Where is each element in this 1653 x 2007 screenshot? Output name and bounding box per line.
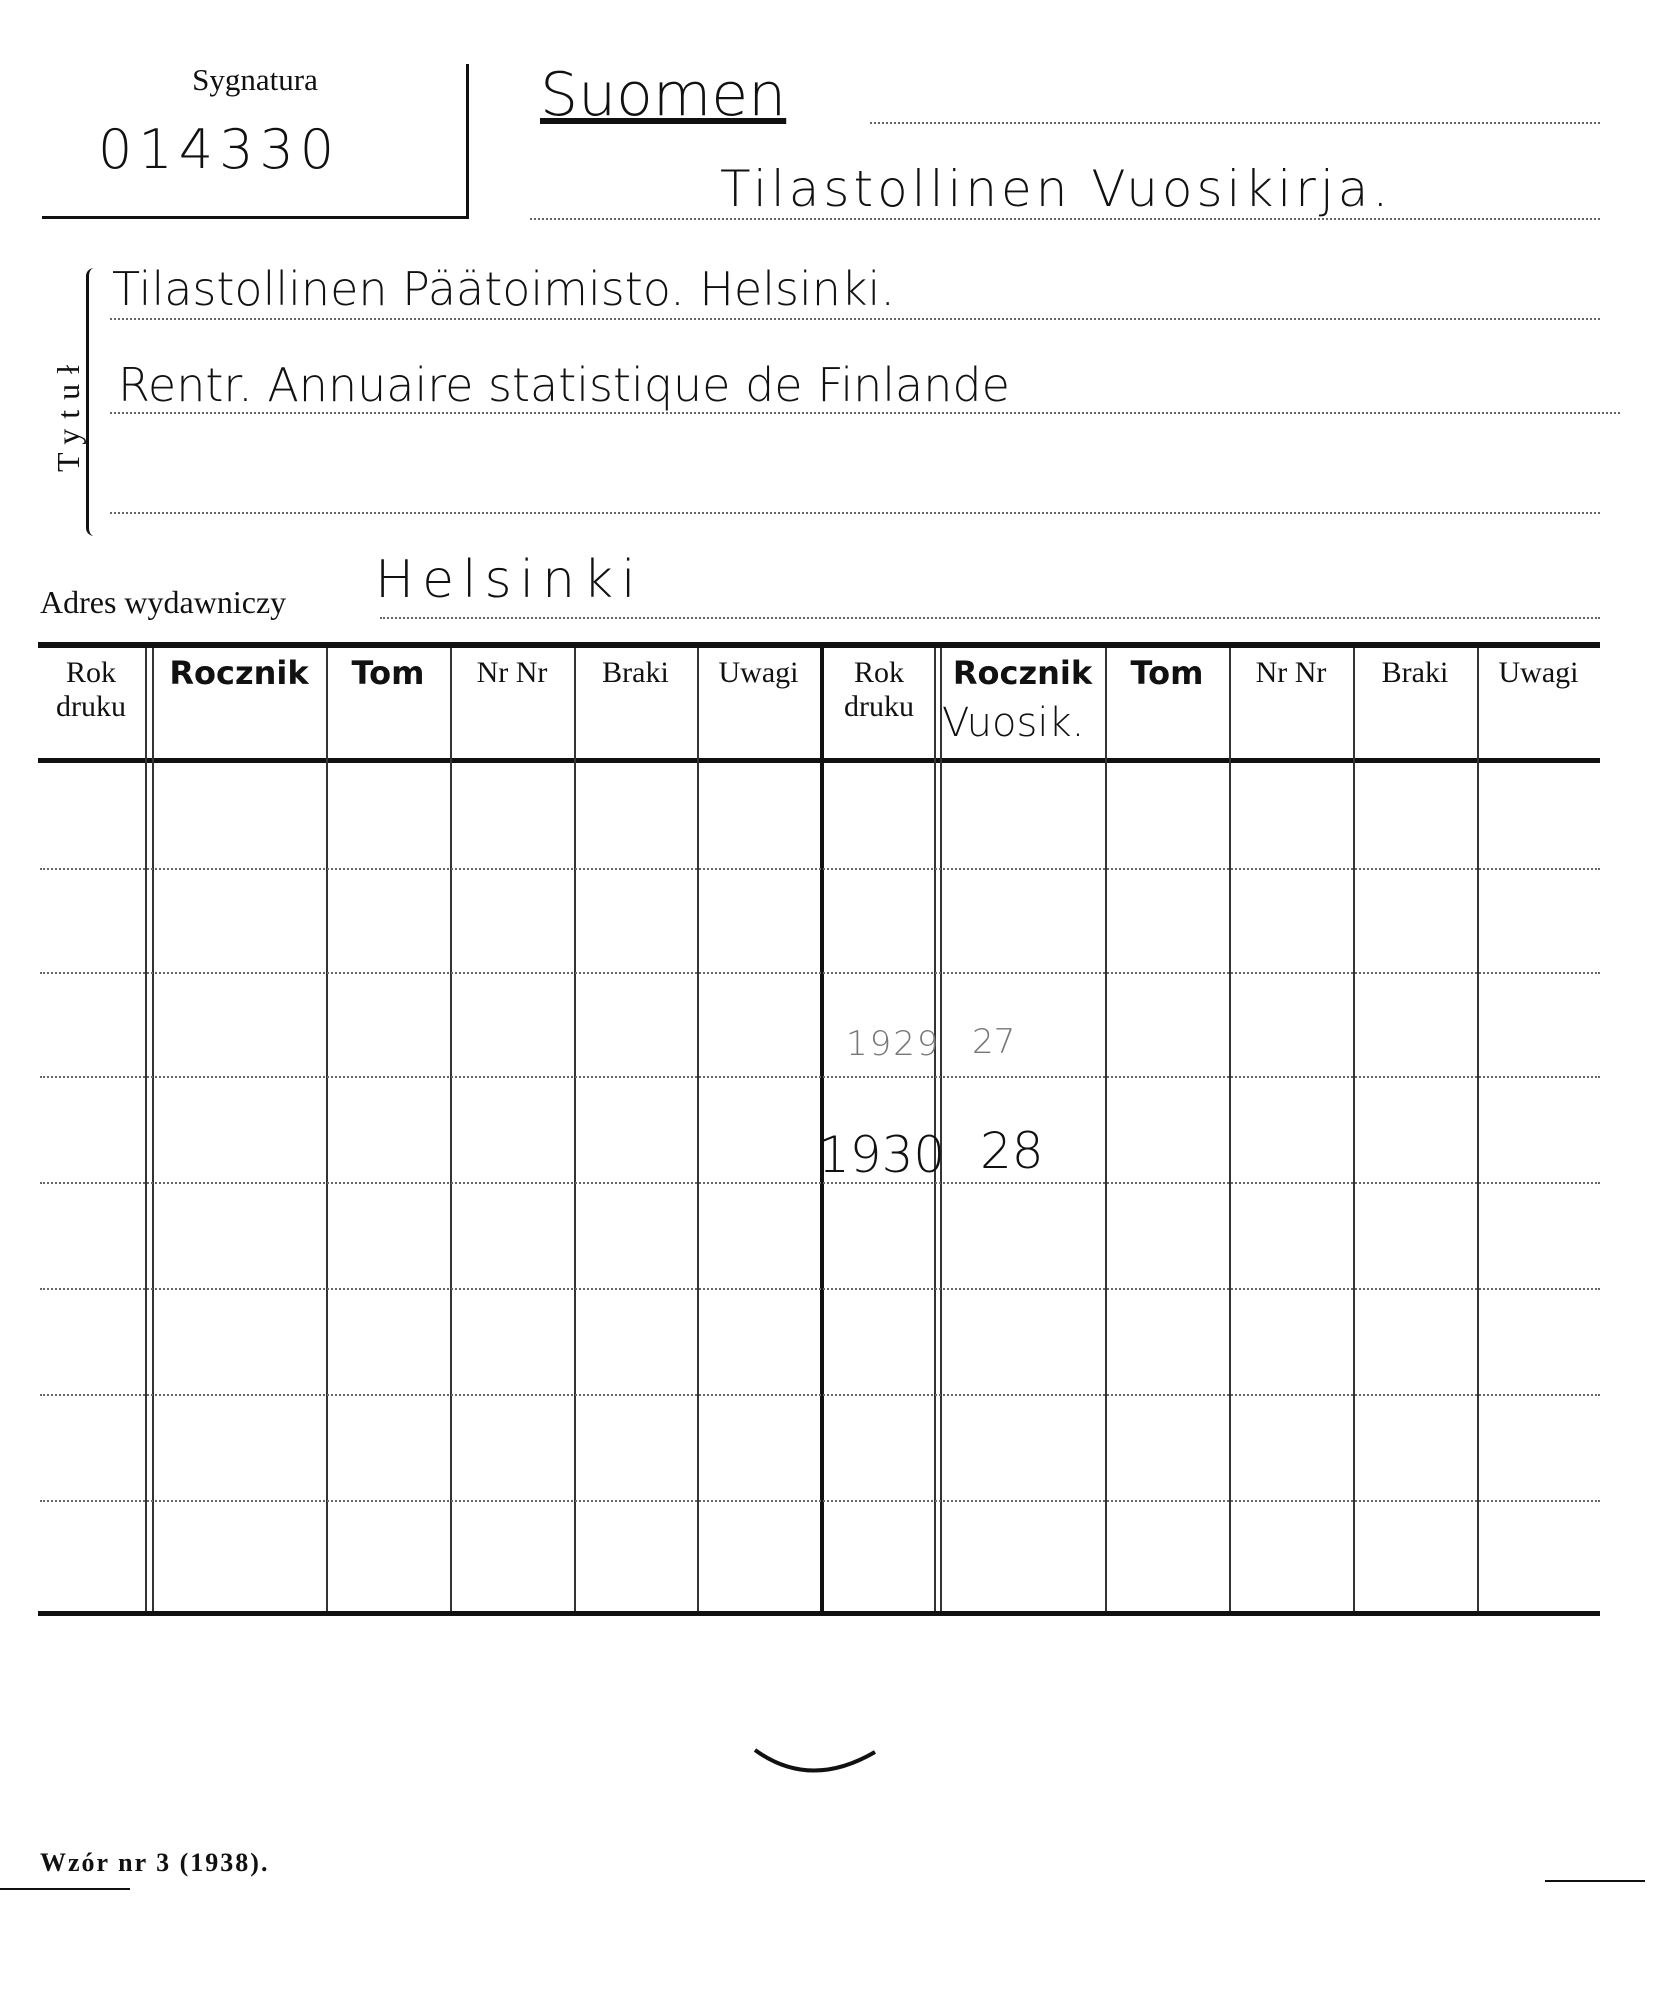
col-divider bbox=[1229, 648, 1231, 1611]
entry-rocznik-1: 27 bbox=[972, 1022, 1016, 1062]
row-dotline bbox=[40, 1500, 1600, 1502]
col-divider bbox=[697, 648, 699, 1611]
title-dotline-2 bbox=[530, 218, 1600, 220]
header-rocznik-note: Vuosik. bbox=[942, 700, 1085, 746]
table-bottom-rule bbox=[38, 1611, 1600, 1616]
footer-edge-right bbox=[1545, 1880, 1645, 1882]
publisher-dotline bbox=[380, 617, 1600, 619]
title-line-2: Tilastollinen Vuosikirja. bbox=[720, 160, 1393, 218]
tytul-brace bbox=[86, 268, 97, 536]
table-top-rule bbox=[38, 642, 1600, 648]
col-divider bbox=[145, 648, 147, 1611]
decorative-curve bbox=[750, 1740, 890, 1800]
header-braki: Braki bbox=[602, 656, 669, 689]
publisher-value: Helsinki bbox=[375, 550, 644, 610]
row-dotline bbox=[40, 868, 1600, 870]
col-divider bbox=[450, 648, 452, 1611]
signature-value: 014330 bbox=[98, 118, 341, 181]
header-rocznik-right: Rocznik bbox=[952, 654, 1093, 692]
tytul-dotline-1 bbox=[110, 318, 1600, 320]
publisher-label: Adres wydawniczy bbox=[40, 584, 287, 620]
header-rok-druku: Rok druku bbox=[56, 656, 126, 723]
signature-box-right bbox=[466, 64, 469, 219]
form-footer: Wzór nr 3 (1938). bbox=[40, 1848, 270, 1877]
entry-rocznik-2: 28 bbox=[980, 1122, 1044, 1180]
header-rocznik: Rocznik bbox=[169, 654, 309, 692]
title-line-1: Suomen bbox=[540, 60, 787, 130]
entry-rok-2: 1930 bbox=[818, 1126, 946, 1184]
footer-edge-left bbox=[0, 1888, 130, 1890]
tytul-label: Tytuł bbox=[50, 354, 87, 473]
row-dotline bbox=[40, 972, 1600, 974]
col-divider bbox=[152, 648, 154, 1611]
header-uwagi: Uwagi bbox=[718, 656, 799, 689]
header-tom-right: Tom bbox=[1130, 654, 1204, 692]
signature-label: Sygnatura bbox=[192, 62, 318, 97]
tytul-line-1: Tilastollinen Päätoimisto. Helsinki. bbox=[112, 262, 895, 316]
col-divider bbox=[326, 648, 328, 1611]
col-divider bbox=[574, 648, 576, 1611]
tytul-line-2: Rentr. Annuaire statistique de Finlande bbox=[118, 358, 1010, 412]
row-dotline bbox=[40, 1394, 1600, 1396]
entry-rok-1: 1929 bbox=[846, 1024, 941, 1064]
signature-box-bottom bbox=[42, 216, 468, 219]
row-dotline bbox=[40, 1076, 1600, 1078]
tytul-dotline-3 bbox=[110, 512, 1600, 514]
header-tom: Tom bbox=[351, 654, 425, 692]
header-nr-nr-right: Nr Nr bbox=[1255, 656, 1327, 689]
col-divider bbox=[1353, 648, 1355, 1611]
tytul-dotline-2 bbox=[110, 412, 1620, 414]
col-divider bbox=[1105, 648, 1107, 1611]
header-braki-right: Braki bbox=[1381, 656, 1449, 689]
row-dotline bbox=[40, 1288, 1600, 1290]
title-dotline-1 bbox=[870, 122, 1600, 124]
header-rok-druku-right: Rok druku bbox=[844, 656, 914, 723]
col-divider bbox=[1477, 648, 1479, 1611]
header-uwagi-right: Uwagi bbox=[1498, 656, 1579, 689]
header-nr-nr: Nr Nr bbox=[476, 656, 548, 689]
table-header-rule bbox=[38, 758, 1600, 763]
